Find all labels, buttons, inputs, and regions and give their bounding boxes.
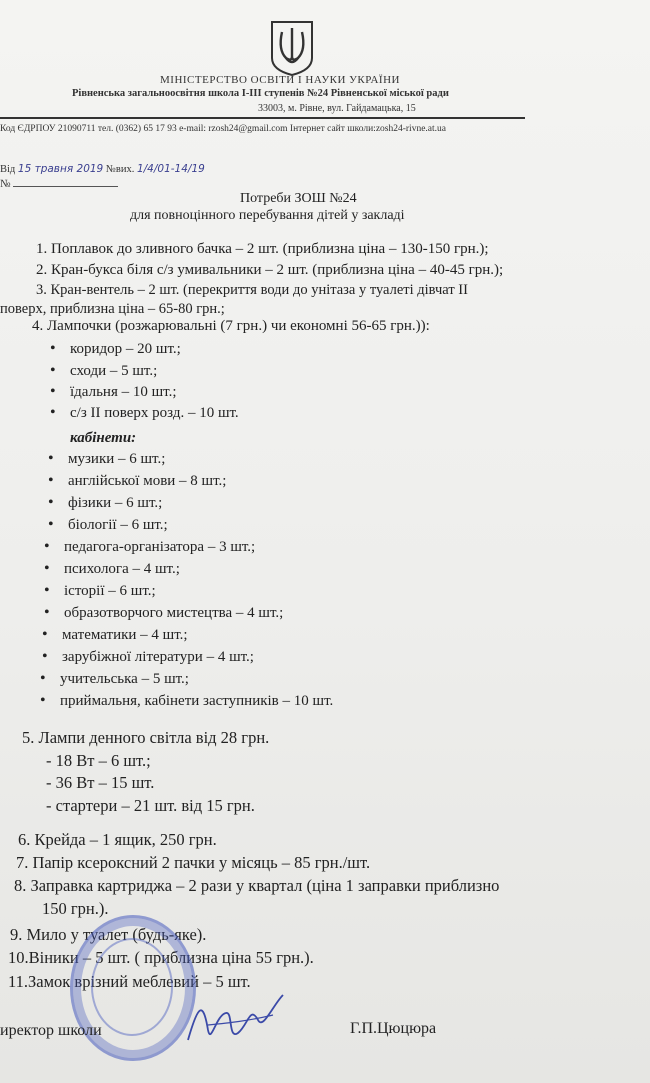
cabinet-item: • зарубіжної літератури – 4 шт.;	[42, 648, 254, 666]
list-item: 3. Кран-вентель – 2 шт. (перекриття води до унітаза у туалеті дівчат ІІ	[36, 282, 468, 298]
registration-line	[0, 163, 205, 175]
signature	[178, 985, 288, 1055]
cabinet-item: • фізики – 6 шт.;	[48, 494, 162, 512]
director-label: иректор школи	[0, 1022, 102, 1039]
cabinet-item: • учительська – 5 шт.;	[40, 670, 189, 688]
school-address: 33003, м. Рівне, вул. Гайдамацька, 15	[258, 103, 416, 114]
list-item: 2. Кран-букса біля с/з умивальники – 2 шт. (приблизна ціна – 40-45 грн.);	[36, 262, 504, 278]
cabinet-item: • приймальня, кабінети заступників – 10 шт.	[40, 692, 333, 710]
sub-item: - стартери – 21 шт. від 15 грн.	[46, 796, 255, 815]
document-title: Потреби ЗОШ №24	[240, 191, 357, 206]
header-divider	[0, 117, 525, 119]
document-subtitle: для повноцінного перебування дітей у закладі	[130, 208, 405, 223]
ministry-header: МІНІСТЕРСТВО ОСВІТИ І НАУКИ УКРАЇНИ	[160, 74, 400, 86]
list-item: 9. Мило у туалет (будь-яке).	[10, 925, 207, 944]
director-name: Г.П.Цюцюра	[350, 1020, 437, 1037]
cabinet-item: • англійської мови – 8 шт.;	[48, 472, 226, 490]
reg-to-line: №	[0, 178, 118, 190]
cabinet-item: • математики – 4 шт.;	[42, 626, 188, 644]
reg-date: 15 травня 2019	[17, 163, 104, 175]
cabinet-item: • образотворчого мистецтва – 4 шт.;	[44, 604, 283, 622]
cabinet-item: • біології – 6 шт.;	[48, 516, 168, 534]
cabinet-item: • психолога – 4 шт.;	[44, 560, 180, 578]
reg-number: 1/4/01-14/19	[136, 163, 205, 175]
list-item: поверх, приблизна ціна – 65-80 грн.;	[0, 301, 225, 317]
list-item: 11.Замок врізний меблевий – 5 шт.	[8, 972, 251, 991]
lamp-item: • с/з ІІ поверх розд. – 10 шт.	[50, 404, 239, 422]
list-item: 6. Крейда – 1 ящик, 250 грн.	[18, 830, 217, 849]
contact-line: Код ЄДРПОУ 21090711 тел. (0362) 65 17 93 e-mail: rzosh24@gmail.com Інтернет сайт школи:zosh24-rivne.at.ua	[0, 124, 446, 134]
school-name: Рівненська загальноосвітня школа І-ІІІ ступенів №24 Рівненської міської ради	[72, 88, 449, 99]
list-item: 150 грн.).	[42, 899, 109, 918]
sub-item: - 18 Вт – 6 шт.;	[46, 751, 151, 770]
cabinet-item: • музики – 6 шт.;	[48, 450, 165, 468]
list-item: 5. Лампи денного світла від 28 грн.	[22, 728, 270, 747]
list-item: 7. Папір ксероксний 2 пачки у місяць – 85 грн./шт.	[16, 853, 371, 872]
cabinet-item: • педагога-організатора – 3 шт.;	[44, 538, 255, 556]
reg-mid: №вих.	[105, 164, 135, 175]
reg-prefix: Від	[0, 164, 16, 175]
lamp-item: • сходи – 5 шт.;	[50, 362, 157, 380]
cabinet-item: • історії – 6 шт.;	[44, 582, 156, 600]
cabinets-heading: кабінети:	[70, 430, 137, 446]
trident-emblem-icon	[270, 20, 314, 76]
list-item: 1. Поплавок до зливного бачка – 2 шт. (приблизна ціна – 130-150 грн.);	[36, 241, 489, 257]
list-item: 10.Віники – 5 шт. ( приблизна ціна 55 грн.).	[8, 948, 314, 967]
list-item: 4. Лампочки (розжарювальні (7 грн.) чи економні 56-65 грн.)):	[32, 318, 430, 334]
stamp-inner-ring	[91, 938, 173, 1036]
sub-item: - 36 Вт – 15 шт.	[46, 773, 155, 792]
lamp-item: • їдальня – 10 шт.;	[50, 383, 177, 401]
lamp-item: • коридор – 20 шт.;	[50, 340, 181, 358]
list-item: 8. Заправка картриджа – 2 рази у квартал (ціна 1 заправки приблизно	[14, 876, 500, 895]
